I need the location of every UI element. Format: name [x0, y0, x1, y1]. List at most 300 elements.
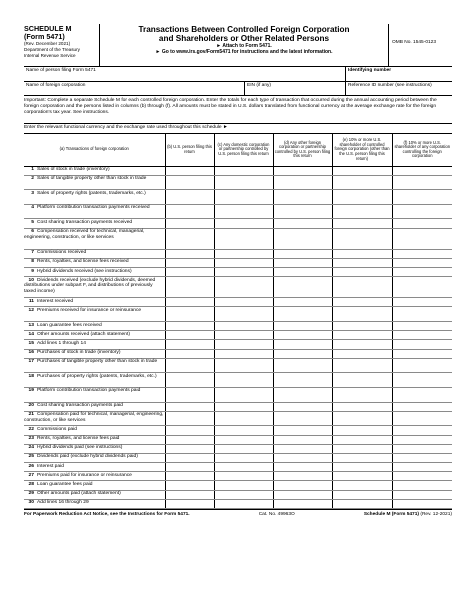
line-number: 21	[28, 412, 34, 418]
table-row	[24, 277, 452, 298]
amount-cell-d[interactable]	[273, 472, 332, 481]
line-number: 8	[31, 259, 34, 265]
table-row	[24, 175, 452, 190]
form-identity	[24, 24, 100, 66]
amount-cell-e[interactable]	[332, 435, 392, 444]
line-number: 20	[28, 403, 34, 409]
amount-cell-c[interactable]	[214, 435, 273, 444]
amount-cell-d[interactable]	[273, 358, 332, 373]
form-title-block	[100, 24, 388, 66]
amount-cell-c[interactable]	[214, 358, 273, 373]
amount-cell-c[interactable]	[214, 175, 273, 190]
amount-cell-f[interactable]	[392, 411, 452, 426]
amount-cell-f[interactable]	[392, 499, 452, 508]
amount-cell-d[interactable]	[273, 444, 332, 453]
amount-cell-d[interactable]	[273, 249, 332, 258]
line-description	[24, 411, 165, 426]
amount-cell-f[interactable]	[392, 249, 452, 258]
line-description	[24, 373, 165, 388]
amount-cell-d[interactable]	[273, 219, 332, 228]
amount-cell-c[interactable]	[214, 331, 273, 340]
line-number: 28	[28, 481, 34, 487]
line-text: Other amounts received (attach statement)	[37, 331, 130, 337]
amount-cell-f[interactable]	[392, 490, 452, 499]
amount-cell-f[interactable]	[392, 298, 452, 307]
form-footer	[24, 509, 452, 517]
line-text: Loan guarantee fees paid	[37, 481, 93, 487]
amount-cell-d[interactable]	[273, 402, 332, 411]
line-description	[24, 277, 165, 298]
amount-cell-e[interactable]	[332, 190, 392, 205]
table-row	[24, 373, 452, 388]
column-header-a: (a) Transactions of foreign corporation	[24, 134, 165, 166]
amount-cell-f[interactable]	[392, 426, 452, 435]
line-number: 13	[28, 322, 34, 328]
table-row	[24, 472, 452, 481]
amount-cell-d[interactable]	[273, 258, 332, 267]
person-name-label: Name of person filing Form 5471	[26, 68, 96, 73]
amount-cell-b[interactable]	[165, 358, 214, 373]
column-header-row	[24, 134, 452, 166]
foreign-corp-field[interactable]	[24, 82, 245, 95]
reference-id-label: Reference ID number (see instructions)	[348, 83, 432, 88]
line-description	[24, 499, 165, 508]
table-row	[24, 166, 452, 175]
amount-cell-b[interactable]	[165, 340, 214, 349]
table-row	[24, 322, 452, 331]
amount-cell-d[interactable]	[273, 373, 332, 388]
table-row	[24, 219, 452, 228]
amount-cell-d[interactable]	[273, 331, 332, 340]
amount-cell-b[interactable]	[165, 463, 214, 472]
column-header-b: (b) U.S. person filing this return	[165, 134, 214, 166]
amount-cell-e[interactable]	[332, 481, 392, 490]
line-text: Purchases of property rights (patents, trademarks, etc.)	[37, 373, 157, 379]
form-revision-footer	[364, 512, 452, 517]
amount-cell-f[interactable]	[392, 175, 452, 190]
line-number: 26	[28, 463, 34, 469]
line-description	[24, 358, 165, 373]
line-text: Platform contribution transaction payments received	[37, 205, 150, 211]
amount-cell-b[interactable]	[165, 307, 214, 322]
amount-cell-b[interactable]	[165, 481, 214, 490]
transactions-table	[24, 134, 452, 509]
line-number: 3	[31, 190, 34, 196]
amount-cell-b[interactable]	[165, 349, 214, 358]
amount-cell-b[interactable]	[165, 411, 214, 426]
amount-cell-d[interactable]	[273, 277, 332, 298]
amount-cell-d[interactable]	[273, 204, 332, 219]
column-header-e: (e) 10% or more U.S. shareholder of controlled foreign corporation (other than the U.S. person filing this return)	[332, 134, 392, 166]
line-number: 17	[28, 359, 34, 365]
line-number: 7	[31, 250, 34, 256]
catalog-number: Cat. No. 49963O	[258, 512, 295, 517]
line-number: 23	[28, 436, 34, 441]
amount-cell-c[interactable]	[214, 373, 273, 388]
column-header-f: (f) 10% or more U.S. shareholder of any corporation controlling the foreign corporation	[392, 134, 452, 166]
line-description	[24, 175, 165, 190]
schedule-label: SCHEDULE M	[24, 24, 72, 33]
amount-cell-b[interactable]	[165, 435, 214, 444]
reference-id-field[interactable]	[346, 82, 452, 95]
amount-cell-b[interactable]	[165, 204, 214, 219]
amount-cell-c[interactable]	[214, 190, 273, 205]
foreign-corp-label: Name of foreign corporation	[26, 83, 86, 88]
amount-cell-d[interactable]	[273, 387, 332, 402]
line-text: Cost sharing transaction payments paid	[37, 403, 123, 409]
amount-cell-b[interactable]	[165, 298, 214, 307]
amount-cell-e[interactable]	[332, 258, 392, 267]
table-row	[24, 387, 452, 402]
amount-cell-d[interactable]	[273, 453, 332, 462]
line-number: 2	[31, 176, 34, 182]
line-text: Premiums received for insurance or reinsurance	[37, 307, 142, 313]
table-row	[24, 453, 452, 462]
amount-cell-c[interactable]	[214, 349, 273, 358]
amount-cell-e[interactable]	[332, 373, 392, 388]
amount-cell-c[interactable]	[214, 322, 273, 331]
table-row	[24, 204, 452, 219]
amount-cell-f[interactable]	[392, 204, 452, 219]
amount-cell-f[interactable]	[392, 463, 452, 472]
line-number: 9	[31, 268, 34, 274]
line-description	[24, 249, 165, 258]
amount-cell-e[interactable]	[332, 277, 392, 298]
amount-cell-f[interactable]	[392, 481, 452, 490]
amount-cell-e[interactable]	[332, 340, 392, 349]
amount-cell-f[interactable]	[392, 453, 452, 462]
line-number: 29	[28, 491, 34, 497]
line-text: Rents, royalties, and license fees paid	[37, 436, 120, 441]
amount-cell-d[interactable]	[273, 411, 332, 426]
amount-cell-d[interactable]	[273, 340, 332, 349]
amount-cell-e[interactable]	[332, 463, 392, 472]
amount-cell-c[interactable]	[214, 387, 273, 402]
amount-cell-b[interactable]	[165, 277, 214, 298]
line-number: 12	[28, 307, 34, 313]
line-description	[24, 331, 165, 340]
amount-cell-e[interactable]	[332, 499, 392, 508]
amount-cell-c[interactable]	[214, 268, 273, 277]
amount-cell-e[interactable]	[332, 426, 392, 435]
amount-cell-f[interactable]	[392, 268, 452, 277]
amount-cell-e[interactable]	[332, 268, 392, 277]
goto-instruction: ► Go to www.irs.gov/Form5471 for instructions and the latest information.	[155, 49, 333, 56]
amount-cell-c[interactable]	[214, 277, 273, 298]
amount-cell-b[interactable]	[165, 331, 214, 340]
amount-cell-c[interactable]	[214, 402, 273, 411]
line-description	[24, 204, 165, 219]
line-description	[24, 268, 165, 277]
line-number: 10	[28, 277, 34, 283]
line-description	[24, 219, 165, 228]
amount-cell-b[interactable]	[165, 453, 214, 462]
amount-cell-f[interactable]	[392, 444, 452, 453]
amount-cell-e[interactable]	[332, 402, 392, 411]
omb-number: OMB No. 1545-0123	[388, 24, 452, 66]
line-text: Other amounts paid (attach statement)	[37, 491, 121, 497]
currency-instruction: Enter the relevant functional currency and the exchange rate used throughout this schedule ►	[24, 124, 452, 134]
table-row	[24, 402, 452, 411]
line-description	[24, 340, 165, 349]
amount-cell-f[interactable]	[392, 472, 452, 481]
amount-cell-e[interactable]	[332, 358, 392, 373]
table-row	[24, 444, 452, 453]
line-text: Sales of stock in trade (inventory)	[37, 167, 110, 172]
amount-cell-f[interactable]	[392, 402, 452, 411]
line-number: 4	[31, 205, 34, 211]
footer-revision: (Rev. 12-2021)	[420, 512, 452, 517]
amount-cell-d[interactable]	[273, 307, 332, 322]
line-text: Sales of property rights (patents, trademarks, etc.)	[37, 190, 146, 196]
amount-cell-d[interactable]	[273, 349, 332, 358]
amount-cell-e[interactable]	[332, 249, 392, 258]
table-row	[24, 298, 452, 307]
department-line-1: Department of the Treasury	[24, 47, 80, 53]
amount-cell-b[interactable]	[165, 490, 214, 499]
line-description	[24, 387, 165, 402]
table-row	[24, 349, 452, 358]
table-row	[24, 249, 452, 258]
line-text: Interest received	[37, 298, 74, 304]
line-description	[24, 463, 165, 472]
line-description	[24, 228, 165, 249]
line-number: 25	[28, 454, 34, 460]
amount-cell-b[interactable]	[165, 268, 214, 277]
amount-cell-f[interactable]	[392, 307, 452, 322]
amount-cell-c[interactable]	[214, 249, 273, 258]
amount-cell-f[interactable]	[392, 331, 452, 340]
line-description	[24, 453, 165, 462]
amount-cell-d[interactable]	[273, 166, 332, 175]
amount-cell-e[interactable]	[332, 411, 392, 426]
line-text: Hybrid dividends paid (see instructions)	[37, 445, 123, 451]
line-text: Compensation received for technical, managerial, engineering, construction, or like services	[24, 229, 145, 240]
column-header-d: (d) Any other foreign corporation or partnership controlled by U.S. person filing this return	[273, 134, 332, 166]
amount-cell-d[interactable]	[273, 499, 332, 508]
amount-cell-f[interactable]	[392, 258, 452, 267]
form-number: (Form 5471)	[24, 31, 65, 41]
amount-cell-f[interactable]	[392, 349, 452, 358]
amount-cell-b[interactable]	[165, 190, 214, 205]
amount-cell-b[interactable]	[165, 258, 214, 267]
table-row	[24, 307, 452, 322]
line-description	[24, 349, 165, 358]
amount-cell-e[interactable]	[332, 298, 392, 307]
amount-cell-d[interactable]	[273, 322, 332, 331]
amount-cell-b[interactable]	[165, 249, 214, 258]
line-description	[24, 258, 165, 267]
line-number: 14	[28, 331, 34, 337]
amount-cell-e[interactable]	[332, 219, 392, 228]
amount-cell-b[interactable]	[165, 175, 214, 190]
line-number: 22	[28, 426, 34, 432]
amount-cell-b[interactable]	[165, 444, 214, 453]
amount-cell-f[interactable]	[392, 358, 452, 373]
amount-cell-c[interactable]	[214, 490, 273, 499]
amount-cell-c[interactable]	[214, 228, 273, 249]
amount-cell-b[interactable]	[165, 228, 214, 249]
table-row	[24, 490, 452, 499]
line-text: Compensation paid for technical, managerial, engineering, construction, or like services	[24, 412, 164, 423]
filer-row	[24, 67, 452, 82]
form-page	[24, 24, 452, 596]
line-text: Purchases of tangible property other than stock in trade	[37, 359, 158, 365]
line-description	[24, 298, 165, 307]
table-row	[24, 358, 452, 373]
identifying-number-label: Identifying number	[348, 68, 392, 73]
line-number: 18	[28, 373, 34, 379]
amount-cell-c[interactable]	[214, 444, 273, 453]
line-text: Dividends paid (exclude hybrid dividends paid)	[37, 454, 138, 460]
amount-cell-f[interactable]	[392, 219, 452, 228]
line-number: 1	[31, 167, 34, 172]
amount-cell-d[interactable]	[273, 268, 332, 277]
line-text: Sales of tangible property other than stock in trade	[37, 176, 147, 182]
amount-cell-c[interactable]	[214, 453, 273, 462]
amount-cell-b[interactable]	[165, 387, 214, 402]
line-number: 16	[28, 350, 34, 356]
amount-cell-c[interactable]	[214, 204, 273, 219]
amount-cell-e[interactable]	[332, 322, 392, 331]
amount-cell-e[interactable]	[332, 307, 392, 322]
table-row	[24, 340, 452, 349]
line-text: Rents, royalties, and license fees received	[37, 259, 129, 265]
amount-cell-f[interactable]	[392, 340, 452, 349]
table-row	[24, 411, 452, 426]
ein-label: EIN (if any)	[247, 83, 271, 88]
amount-cell-d[interactable]	[273, 490, 332, 499]
amount-cell-f[interactable]	[392, 166, 452, 175]
amount-cell-d[interactable]	[273, 463, 332, 472]
amount-cell-d[interactable]	[273, 175, 332, 190]
line-number: 27	[28, 472, 34, 478]
table-row	[24, 331, 452, 340]
table-row	[24, 463, 452, 472]
amount-cell-f[interactable]	[392, 387, 452, 402]
corporation-row	[24, 82, 452, 96]
form-title-line-2: and Shareholders or Other Related Persons	[158, 34, 330, 44]
person-name-field[interactable]	[24, 67, 346, 81]
amount-cell-e[interactable]	[332, 453, 392, 462]
line-text: Interest paid	[37, 463, 64, 469]
ein-field[interactable]	[245, 82, 346, 95]
amount-cell-c[interactable]	[214, 298, 273, 307]
paperwork-notice: For Paperwork Reduction Act Notice, see the Instructions for Form 5471.	[24, 512, 190, 517]
amount-cell-c[interactable]	[214, 499, 273, 508]
form-title-line-1: Transactions Between Controlled Foreign Corporation	[138, 25, 350, 34]
amount-cell-c[interactable]	[214, 426, 273, 435]
amount-cell-b[interactable]	[165, 472, 214, 481]
amount-cell-b[interactable]	[165, 166, 214, 175]
line-text: Premiums paid for insurance or reinsurance	[37, 472, 132, 478]
line-description	[24, 481, 165, 490]
table-row	[24, 499, 452, 508]
table-row	[24, 481, 452, 490]
table-row	[24, 190, 452, 205]
amount-cell-d[interactable]	[273, 190, 332, 205]
line-text: Cost sharing transaction payments received	[37, 219, 133, 225]
amount-cell-d[interactable]	[273, 481, 332, 490]
amount-cell-f[interactable]	[392, 435, 452, 444]
line-description	[24, 166, 165, 175]
line-description	[24, 190, 165, 205]
department-line-2: Internal Revenue Service	[24, 52, 76, 58]
attach-instruction: ► Attach to Form 5471.	[216, 43, 272, 50]
amount-cell-b[interactable]	[165, 426, 214, 435]
amount-cell-f[interactable]	[392, 190, 452, 205]
line-number: 11	[28, 298, 34, 304]
line-description	[24, 490, 165, 499]
amount-cell-c[interactable]	[214, 219, 273, 228]
identifying-number-field[interactable]	[346, 67, 452, 81]
amount-cell-f[interactable]	[392, 373, 452, 388]
line-number: 15	[28, 340, 34, 346]
amount-cell-b[interactable]	[165, 322, 214, 331]
amount-cell-c[interactable]	[214, 307, 273, 322]
amount-cell-f[interactable]	[392, 322, 452, 331]
line-description	[24, 322, 165, 331]
amount-cell-e[interactable]	[332, 490, 392, 499]
line-text: Purchases of stock in trade (inventory)	[37, 350, 121, 356]
amount-cell-c[interactable]	[214, 340, 273, 349]
amount-cell-b[interactable]	[165, 499, 214, 508]
line-text: Dividends received (exclude hybrid dividends, deemed distributions under subpart F, and distributions of previously taxed income)	[24, 277, 156, 294]
amount-cell-e[interactable]	[332, 444, 392, 453]
line-description	[24, 307, 165, 322]
amount-cell-e[interactable]	[332, 349, 392, 358]
line-description	[24, 426, 165, 435]
line-description	[24, 402, 165, 411]
amount-cell-c[interactable]	[214, 463, 273, 472]
amount-cell-e[interactable]	[332, 204, 392, 219]
amount-cell-e[interactable]	[332, 331, 392, 340]
amount-cell-d[interactable]	[273, 426, 332, 435]
amount-cell-c[interactable]	[214, 258, 273, 267]
amount-cell-b[interactable]	[165, 373, 214, 388]
amount-cell-c[interactable]	[214, 472, 273, 481]
amount-cell-d[interactable]	[273, 298, 332, 307]
line-description	[24, 472, 165, 481]
amount-cell-d[interactable]	[273, 228, 332, 249]
amount-cell-d[interactable]	[273, 435, 332, 444]
amount-cell-f[interactable]	[392, 228, 452, 249]
line-text: Platform contribution transaction payments paid	[37, 388, 141, 394]
transaction-lines	[24, 166, 452, 509]
line-number: 6	[31, 229, 34, 235]
table-row	[24, 268, 452, 277]
amount-cell-e[interactable]	[332, 472, 392, 481]
revision-date: (Rev. December 2021)	[24, 41, 71, 47]
line-number: 30	[28, 500, 34, 506]
amount-cell-c[interactable]	[214, 481, 273, 490]
amount-cell-e[interactable]	[332, 387, 392, 402]
amount-cell-f[interactable]	[392, 277, 452, 298]
line-text: Add lines 1 through 14	[37, 340, 86, 346]
table-row	[24, 435, 452, 444]
amount-cell-e[interactable]	[332, 175, 392, 190]
line-number: 5	[31, 219, 34, 225]
line-text: Add lines 16 through 29	[37, 500, 89, 506]
amount-cell-b[interactable]	[165, 219, 214, 228]
amount-cell-b[interactable]	[165, 402, 214, 411]
amount-cell-c[interactable]	[214, 166, 273, 175]
amount-cell-e[interactable]	[332, 228, 392, 249]
line-number: 24	[28, 445, 34, 451]
footer-form-name: Schedule M (Form 5471)	[363, 512, 419, 517]
amount-cell-c[interactable]	[214, 411, 273, 426]
amount-cell-e[interactable]	[332, 166, 392, 175]
